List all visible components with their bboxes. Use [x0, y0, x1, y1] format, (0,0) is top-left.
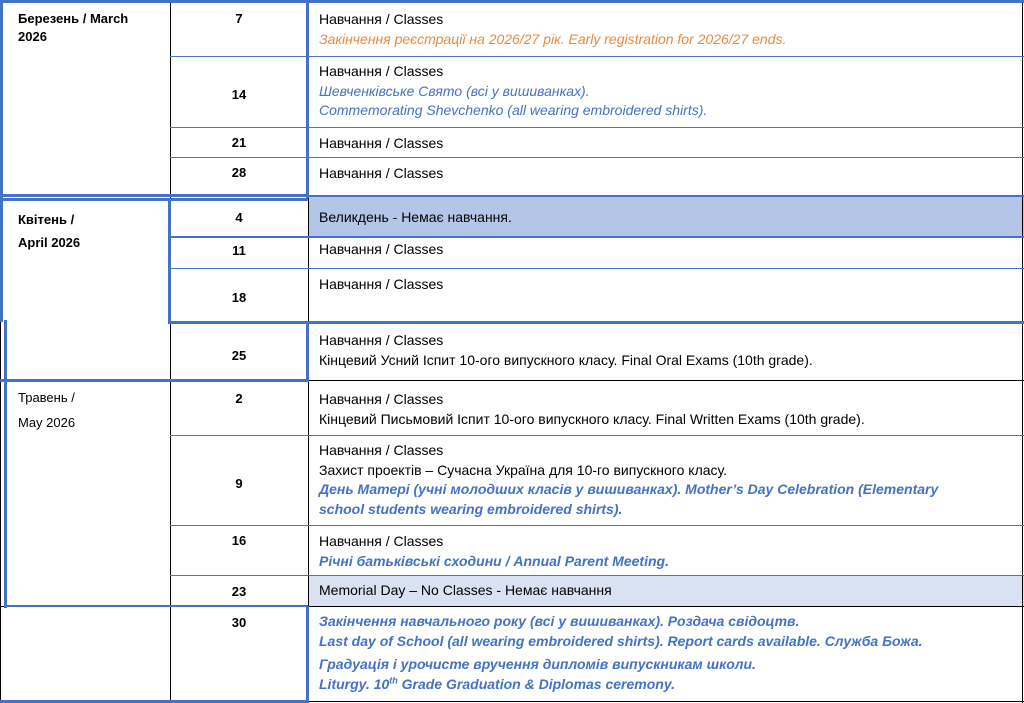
- event-line: Навчання / Classes: [319, 533, 444, 549]
- event-cell: [308, 390, 1024, 429]
- group-border: [0, 198, 308, 201]
- superscript: th: [389, 674, 398, 685]
- row-line: [170, 575, 1024, 576]
- group-border: [168, 200, 171, 324]
- group-border: [4, 382, 7, 608]
- day-number: 18: [231, 290, 247, 305]
- group-border: [306, 0, 309, 198]
- event-line: Commemorating Shevchenko (all wearing embroidered shirts).: [319, 102, 708, 118]
- event-cell: [308, 612, 1024, 694]
- event-line: Захист проектів – Сучасна Україна для 10-го випускного класу.: [319, 461, 728, 478]
- month-april-line-2: April 2026: [18, 235, 81, 250]
- day-number: 23: [231, 584, 247, 599]
- event-line: Навчання / Classes: [319, 332, 444, 348]
- month-may: [4, 382, 168, 602]
- group-border: [306, 606, 309, 703]
- row-line: [170, 157, 1024, 158]
- group-border: [306, 324, 309, 382]
- event-line: Кінцевий Письмовий Іспит 10-ого випускного класу. Final Written Exams (10th grade).: [319, 410, 865, 427]
- day-number: 25: [231, 348, 247, 363]
- month-april: [4, 200, 168, 320]
- event-line: Великдень - Немає навчання.: [319, 209, 512, 225]
- day-number: 7: [235, 11, 243, 26]
- day-number: 4: [235, 210, 243, 225]
- event-line: Навчання / Classes: [319, 135, 444, 151]
- day-number: 2: [235, 391, 243, 406]
- event-line: Навчання / Classes: [319, 11, 444, 27]
- day-number: 16: [231, 533, 247, 548]
- row-line: [170, 236, 1024, 238]
- event-cell: [308, 532, 1024, 571]
- row-line: [170, 435, 1024, 436]
- event-line: Навчання / Classes: [319, 63, 444, 79]
- month-march: [4, 0, 168, 196]
- event-line: Last day of School (all wearing embroidered shirts). Report cards available. Служба Божа.: [319, 632, 923, 649]
- event-cell: [308, 331, 1024, 370]
- row-line: [170, 268, 1024, 269]
- row-line: [170, 56, 1024, 57]
- month-march-line-1: Березень / March: [18, 11, 129, 26]
- group-border: [168, 321, 1024, 324]
- event-line: Навчання / Classes: [319, 241, 444, 257]
- month-may-line-2: May 2026: [18, 415, 76, 430]
- event-line: Навчання / Classes: [319, 276, 444, 292]
- group-border: [0, 0, 3, 198]
- day-number: 11: [232, 243, 246, 258]
- event-line: Шевченківське Свято (всі у вишиванках).: [319, 82, 590, 99]
- day-number: 28: [231, 165, 247, 180]
- event-line: Річні батьківські сходини / Annual Parent Meeting.: [319, 552, 669, 569]
- day-number: 9: [235, 476, 243, 491]
- event-line: Закінчення реєстрації на 2026/27 рік. Early registration for 2026/27 ends.: [319, 30, 787, 47]
- event-line: Градуація і урочисте вручення дипломів випускникам школи.: [319, 656, 756, 672]
- event-cell: [308, 62, 1024, 121]
- group-border: [0, 197, 3, 322]
- grid-line: [170, 0, 171, 703]
- month-may-line-1: Травень /: [18, 390, 75, 405]
- event-line: Навчання / Classes: [319, 391, 444, 407]
- event-line: Закінчення навчального року (всі у вишиванках). Роздача свідоцтв.: [319, 613, 800, 629]
- group-border: [308, 195, 1024, 197]
- event-cell: [308, 208, 1024, 228]
- group-border: [0, 379, 308, 382]
- row-line: [170, 127, 1024, 128]
- event-cell: [308, 134, 1024, 154]
- event-cell: [308, 240, 1024, 260]
- event-line: school students wearing embroidered shirts).: [319, 500, 623, 517]
- group-border: [4, 605, 308, 607]
- group-border: [0, 194, 308, 197]
- day-number: 14: [231, 87, 247, 102]
- day-number: 21: [231, 135, 247, 150]
- group-border: [4, 320, 7, 382]
- event-cell: [308, 10, 1024, 49]
- grid-line: [1022, 0, 1023, 703]
- event-line-part: Grade Graduation & Diplomas ceremony.: [397, 675, 675, 692]
- event-line: Навчання / Classes: [319, 442, 444, 458]
- group-border: [0, 0, 1024, 3]
- event-line: Навчання / Classes: [319, 165, 444, 181]
- event-line: День Матері (учні молодших класів у вишиванках). Mother’s Day Celebration (Elementary: [319, 481, 939, 497]
- event-cell: [308, 275, 1024, 295]
- event-line: Memorial Day – No Classes - Немає навчання: [319, 582, 612, 598]
- event-cell: [308, 164, 1024, 184]
- event-line-part: Liturgy. 10: [319, 675, 390, 692]
- day-number: 30: [231, 615, 247, 630]
- row-line: [170, 525, 1024, 526]
- event-cell: [308, 581, 1024, 601]
- month-march-line-2: 2026: [18, 29, 47, 44]
- event-line: Кінцевий Усний Іспит 10-ого випускного класу. Final Oral Exams (10th grade).: [319, 351, 813, 368]
- event-cell: [308, 441, 1024, 519]
- month-april-line-1: Квітень /: [18, 212, 75, 227]
- event-line: [319, 675, 1024, 695]
